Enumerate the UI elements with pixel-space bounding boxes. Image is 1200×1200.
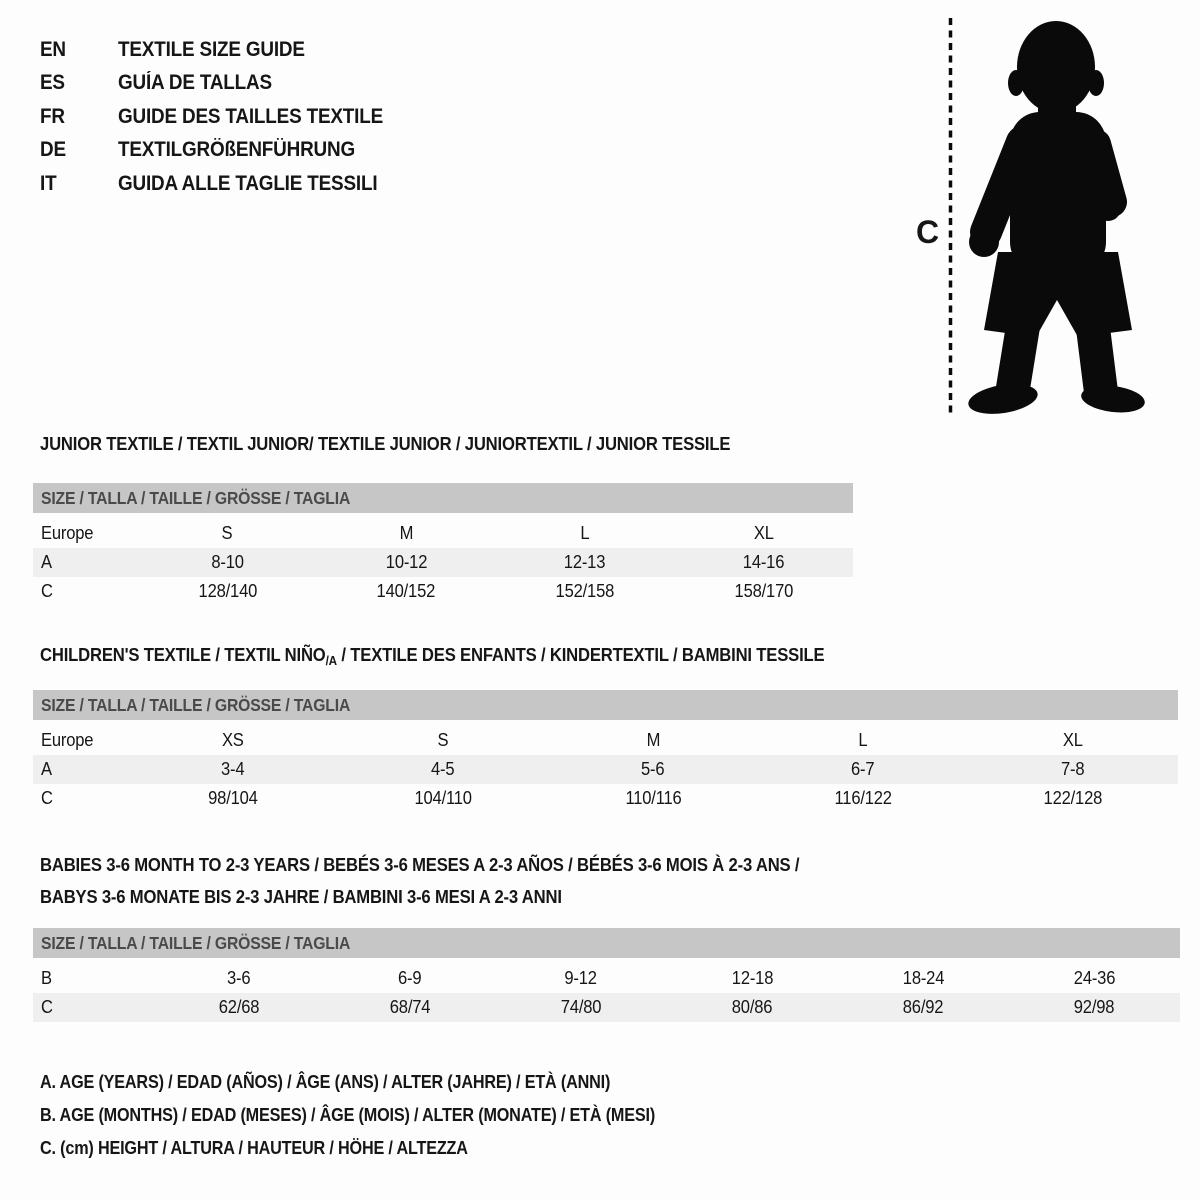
value-cell: 128/140: [198, 581, 257, 601]
language-label: GUIDA ALLE TAGLIE TESSILI: [118, 171, 378, 195]
value-cell: 10-12: [385, 552, 427, 572]
value-cell: 140/152: [376, 581, 436, 601]
height-measure-label: C: [916, 214, 940, 250]
language-code: ES: [40, 71, 65, 95]
babies-title-line1: BABIES 3-6 MONTH TO 2-3 YEARS / BEBÉS 3-6 MESES A 2-3 AÑOS / BÉBÉS 3-6 MOIS À 2-3 ANS /: [40, 854, 800, 875]
language-row-it: [40, 167, 412, 201]
table-row-age-months: [33, 964, 1180, 993]
footnote-b: B. AGE (MONTHS) / EDAD (MESES) / ÂGE (MOIS) / ALTER (MONATE) / ETÀ (MESI): [40, 1105, 656, 1125]
value-cell: 116/122: [834, 788, 892, 808]
size-cell: L: [858, 730, 868, 750]
footnote-c: C. (cm) HEIGHT / ALTURA / HAUTEUR / HÖHE / ALTEZZA: [40, 1138, 468, 1158]
language-code: DE: [40, 138, 66, 162]
value-cell: 6-9: [398, 968, 422, 988]
value-cell: 12-13: [564, 552, 606, 572]
children-size-table: [33, 690, 1178, 813]
value-cell: 9-12: [564, 968, 598, 988]
value-cell: 74/80: [560, 997, 602, 1017]
size-cell: M: [646, 730, 660, 750]
value-cell: 80/86: [731, 997, 773, 1017]
language-row-es: [40, 67, 412, 101]
language-row-en: [40, 33, 412, 67]
language-list: [40, 33, 412, 201]
row-label-cell: B: [41, 968, 52, 988]
value-cell: 122/128: [1043, 788, 1103, 808]
value-cell: 18-24: [902, 968, 944, 988]
footnotes: [40, 1066, 723, 1165]
size-header-bar: SIZE / TALLA / TAILLE / GRÖSSE / TAGLIA: [33, 690, 1178, 720]
junior-section-title: JUNIOR TEXTILE / TEXTIL JUNIOR/ TEXTILE JUNIOR / JUNIORTEXTIL / JUNIOR TESSILE: [40, 433, 731, 454]
value-cell: 4-5: [431, 759, 455, 779]
size-cell: XL: [753, 523, 774, 543]
junior-size-table: [33, 483, 853, 606]
value-cell: 110/116: [624, 788, 682, 808]
value-cell: 3-6: [226, 968, 251, 988]
toddler-silhouette-icon: [900, 0, 1200, 430]
size-cell: XS: [222, 730, 244, 750]
value-cell: 6-7: [851, 759, 875, 779]
size-cell: S: [437, 730, 449, 750]
value-cell: 5-6: [641, 759, 665, 779]
table-row-height: [33, 993, 1180, 1022]
language-label: GUIDE DES TAILLES TEXTILE: [118, 104, 384, 128]
value-cell: 158/170: [734, 581, 793, 601]
value-cell: 14-16: [742, 552, 785, 572]
height-measure-figure: [900, 0, 1200, 430]
region-label-cell: Europe: [41, 523, 94, 543]
size-cell: M: [399, 523, 413, 543]
size-cell: XL: [1063, 730, 1083, 750]
babies-title-line2: BABYS 3-6 MONATE BIS 2-3 JAHRE / BAMBINI 3-6 MESI A 2-3 ANNI: [40, 886, 562, 907]
children-section-title: CHILDREN'S TEXTILE / TEXTIL $NIÑO_{/A}$ / TEXTILE DES ENFANTS / KINDERTEXTIL / BAMBINI TESSILE: [40, 644, 825, 668]
babies-section-title: [40, 849, 884, 913]
size-header-bar: SIZE / TALLA / TAILLE / GRÖSSE / TAGLIA: [33, 483, 853, 513]
value-cell: 12-18: [731, 968, 773, 988]
value-cell: 7-8: [1061, 759, 1085, 779]
size-cell: L: [580, 523, 590, 543]
language-row-fr: [40, 100, 412, 134]
language-code: FR: [40, 104, 65, 128]
value-cell: 98/104: [208, 788, 258, 808]
toddler-silhouette: [966, 21, 1146, 418]
language-code: EN: [40, 37, 66, 61]
value-cell: 24-36: [1073, 968, 1116, 988]
row-label-cell: A: [41, 759, 52, 779]
size-header-bar: SIZE / TALLA / TAILLE / GRÖSSE / TAGLIA: [33, 928, 1180, 958]
babies-size-table: [33, 928, 1180, 1022]
table-rows: [33, 726, 1178, 813]
language-label: GUÍA DE TALLAS: [118, 71, 272, 95]
row-label-cell: A: [41, 552, 52, 572]
value-cell: 86/92: [903, 997, 944, 1017]
language-code: IT: [40, 171, 57, 195]
table-row-age: [33, 548, 853, 577]
row-label-cell: C: [41, 997, 53, 1017]
region-label-cell: Europe: [41, 730, 94, 750]
value-cell: 3-4: [221, 759, 245, 779]
nino-a-subscript: /A: [325, 653, 337, 668]
row-label-cell: C: [41, 581, 53, 601]
value-cell: 8-10: [211, 552, 244, 572]
table-header-row: [33, 519, 853, 548]
value-cell: 104/110: [414, 788, 472, 808]
size-cell: S: [221, 523, 233, 543]
row-label-cell: C: [41, 788, 53, 808]
value-cell: 62/68: [218, 997, 259, 1017]
value-cell: 92/98: [1074, 997, 1115, 1017]
table-row-height: [33, 577, 853, 606]
table-row-age: [33, 755, 1178, 784]
language-row-de: [40, 134, 412, 168]
language-label: TEXTILGRÖßENFÜHRUNG: [118, 138, 356, 162]
table-rows: [33, 519, 853, 606]
table-row-height: [33, 784, 1178, 813]
table-rows: [33, 964, 1180, 1022]
footnote-a: A. AGE (YEARS) / EDAD (AÑOS) / ÂGE (ANS) / ALTER (JAHRE) / ETÀ (ANNI): [40, 1072, 611, 1092]
value-cell: 68/74: [389, 997, 431, 1017]
language-label: TEXTILE SIZE GUIDE: [118, 37, 305, 61]
value-cell: 152/158: [555, 581, 615, 601]
table-header-row: [33, 726, 1178, 755]
